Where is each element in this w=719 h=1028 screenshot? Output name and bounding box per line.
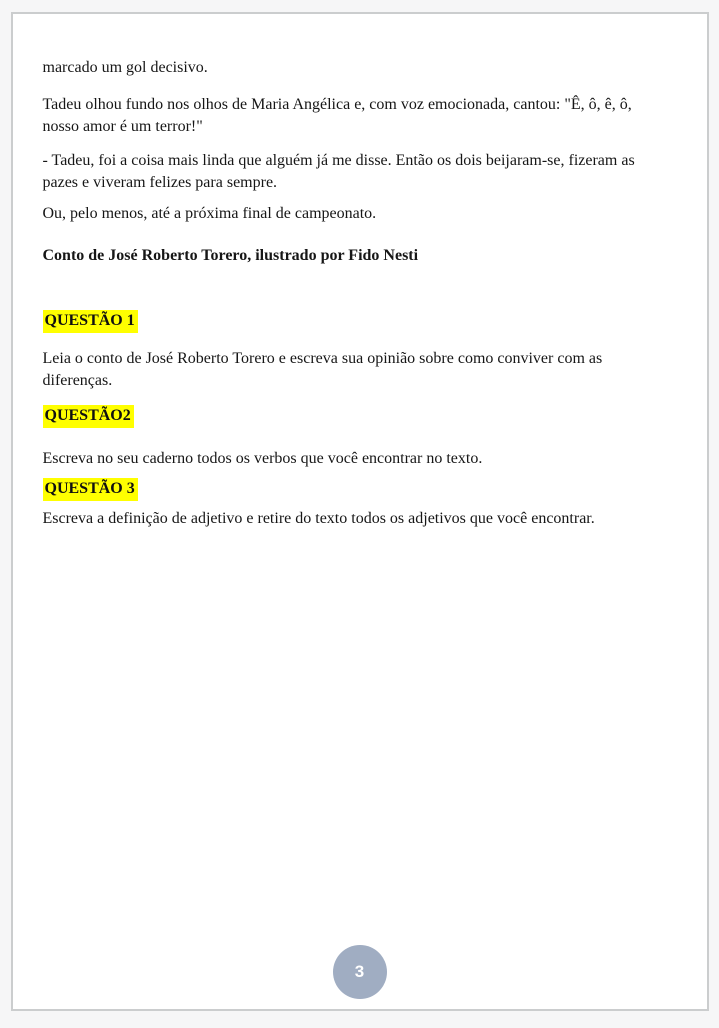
question-2-highlight: QUESTÃO2 [43, 405, 134, 428]
story-paragraph-4: Ou, pelo menos, até a próxima final de campeonato. [42, 205, 377, 222]
question-1-heading [43, 310, 669, 333]
question-3-highlight: QUESTÃO 3 [43, 478, 138, 501]
story-paragraph-1: marcado um gol decisivo. [42, 59, 208, 76]
question-2-heading [43, 405, 669, 428]
question-3-text: Escreva a definição de adjetivo e retire do texto todos os adjetivos que você encontrar. [42, 510, 595, 527]
document-page [11, 12, 709, 1011]
page-number: 3 [354, 962, 365, 981]
story-paragraph-3: - Tadeu, foi a coisa mais linda que alguém já me disse. Então os dois beijaram-se, fizeram as pazes e viveram felizes para sempre. [42, 152, 635, 191]
story-paragraph-2: Tadeu olhou fundo nos olhos de Maria Angélica e, com voz emocionada, cantou: "Ê, ô, ê, ô, nosso amor é um terror!" [42, 96, 632, 135]
question-2-text: Escreva no seu caderno todos os verbos que você encontrar no texto. [42, 450, 483, 467]
question-1-text: Leia o conto de José Roberto Torero e escreva sua opinião sobre como conviver com as diferenças. [42, 350, 603, 389]
question-3-heading [43, 478, 669, 501]
question-1-highlight: QUESTÃO 1 [43, 310, 138, 333]
page-number-badge [333, 945, 387, 999]
author-byline: Conto de José Roberto Torero, ilustrado por Fido Nesti [42, 247, 419, 264]
